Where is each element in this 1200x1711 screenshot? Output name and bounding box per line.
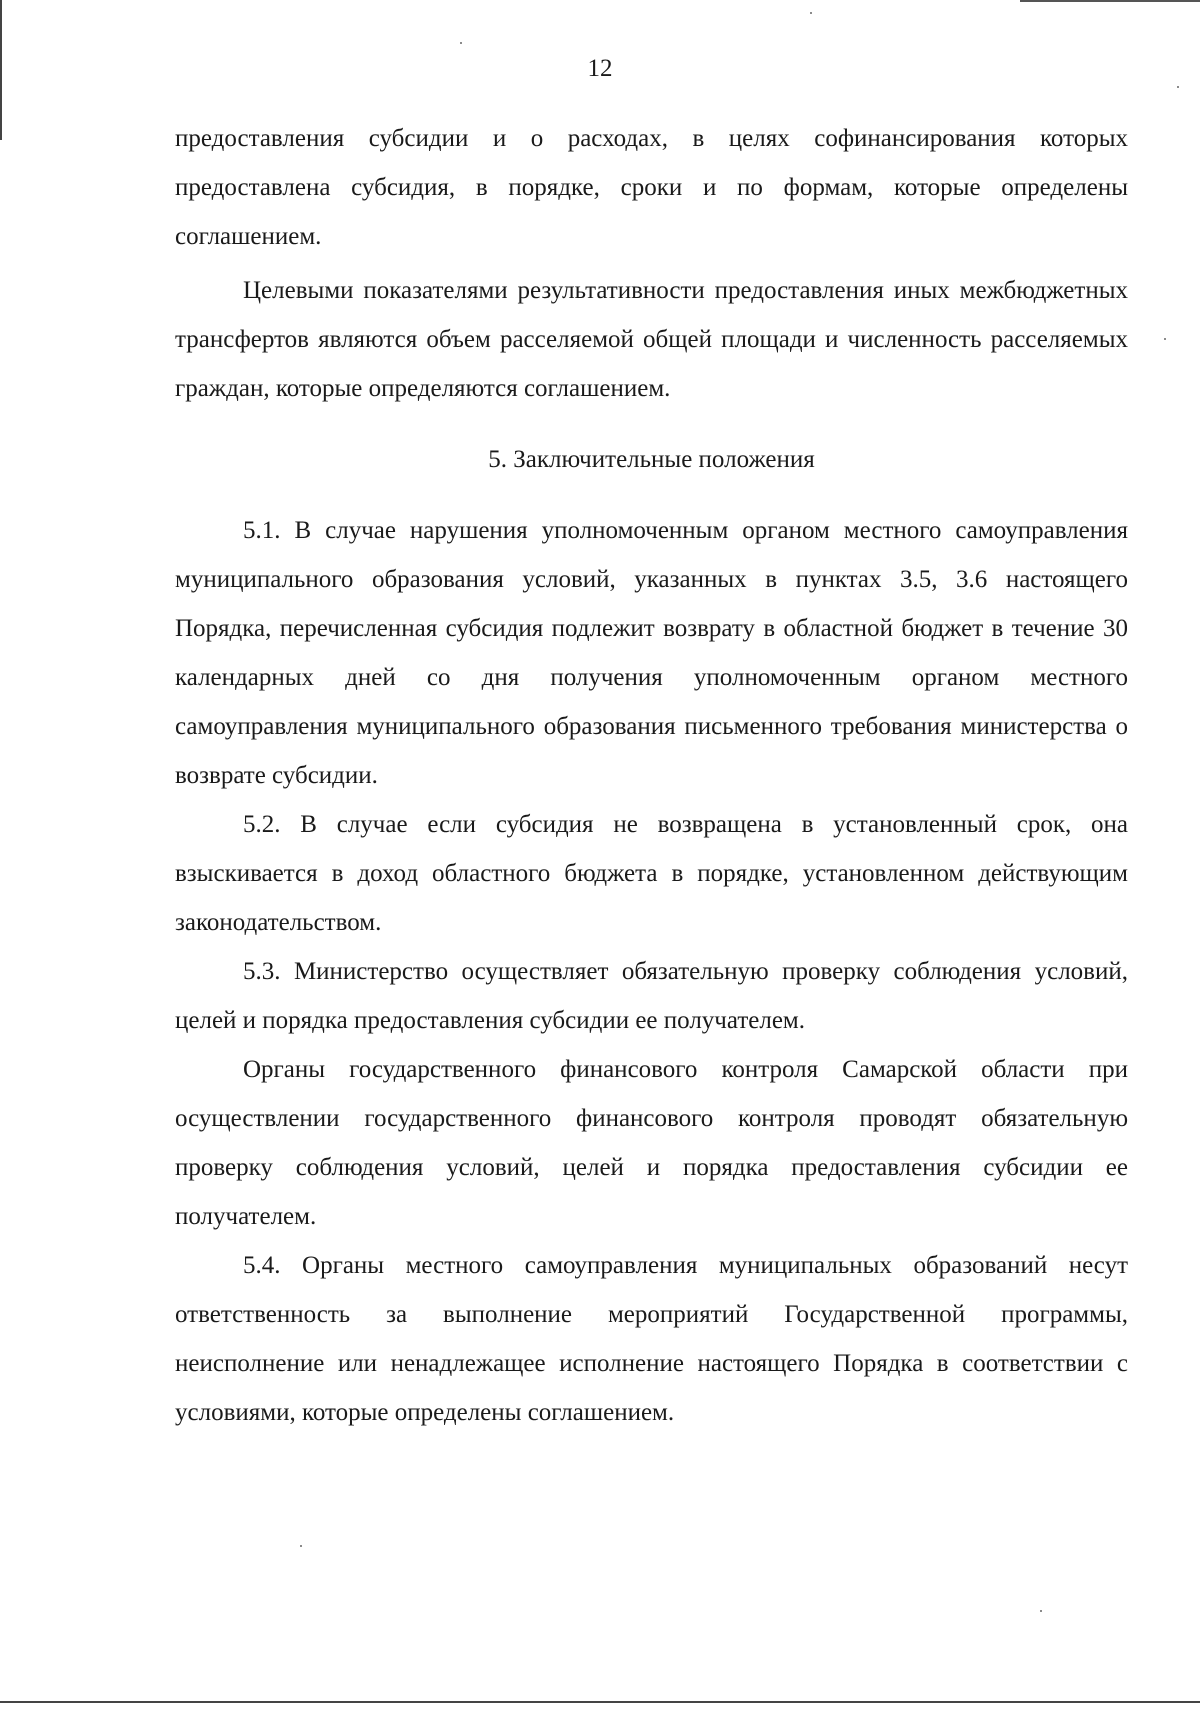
scan-speck — [1164, 338, 1166, 340]
paragraph: 5.3. Министерство осуществляет обязательную проверку соблюдения условий, целей и порядка предоставления субсидии ее получателем. — [175, 958, 1128, 1034]
paragraph: Органы государственного финансового контроля Самарской области при осуществлении государственного финансового контроля проводят обязательную проверку соблюдения условий, целей и порядка предоставления субсидии ее получателем. — [175, 1056, 1128, 1230]
paragraph: Целевыми показателями результативности предоставления иных межбюджетных трансфертов являются объем расселяемой общей площади и численность расселяемых граждан, которые определяются соглашением. — [175, 277, 1128, 402]
document-body — [175, 114, 1128, 1437]
scan-edge-bottom — [0, 1701, 1200, 1703]
scan-edge-top — [1020, 0, 1200, 2]
paragraph: 5.1. В случае нарушения уполномоченным органом местного самоуправления муниципального образования условий, указанных в пунктах 3.5, 3.6 настоящего Порядка, перечисленная субсидия подлежит возврату в областной бюджет в течение 30 календарных дней со дня получения уполномоченным органом местного самоуправления муниципального образования письменного требования министерства о возврате субсидии. — [175, 517, 1128, 789]
section-heading: 5. Заключительные положения — [488, 446, 815, 473]
page-number: 12 — [587, 55, 613, 82]
scan-speck — [300, 1545, 302, 1547]
scan-speck — [810, 12, 812, 14]
paragraph: 5.4. Органы местного самоуправления муниципальных образований несут ответственность за выполнение мероприятий Государственной программы, неисполнение или ненадлежащее исполнение настоящего Порядка в соответствии с условиями, которые определены соглашением. — [175, 1252, 1128, 1426]
scan-speck — [1040, 1610, 1042, 1612]
scan-speck — [460, 42, 462, 44]
paragraph: 5.2. В случае если субсидия не возвращена в установленный срок, она взыскивается в доход областного бюджета в порядке, установленном действующим законодательством. — [175, 811, 1128, 936]
paragraph: предоставления субсидии и о расходах, в целях софинансирования которых предоставлена субсидия, в порядке, сроки и по формам, которые определены соглашением. — [175, 125, 1128, 250]
scan-speck — [1177, 86, 1179, 88]
